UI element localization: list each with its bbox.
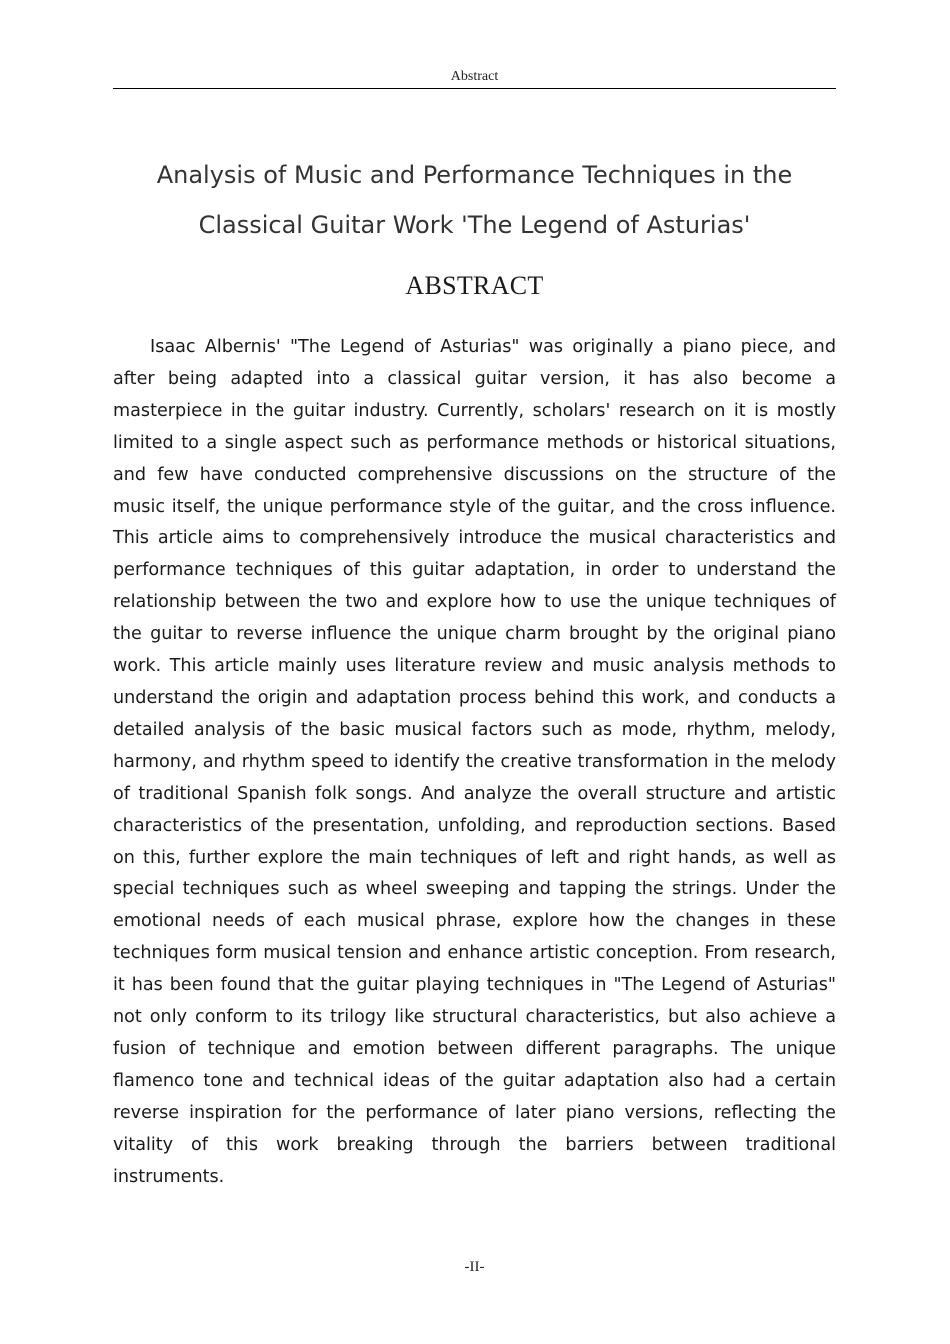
thesis-title-line-2: Classical Guitar Work 'The Legend of Asturias'	[198, 211, 751, 239]
header-rule	[113, 88, 836, 89]
thesis-title	[113, 150, 836, 250]
running-header: Abstract	[450, 69, 499, 84]
thesis-title-line-1: Analysis of Music and Performance Techniques in the	[156, 161, 793, 189]
abstract-paragraph: Isaac Albernis' "The Legend of Asturias" was originally a piano piece, and after being adapted into a classical guitar version, it has also become a masterpiece in the guitar industry. Currently, scholars' research on it is mostly limited to a single aspect such as performance methods or historical situations, and few have conducted comprehensive discussions on the structure of the music itself, the unique performance style of the guitar, and the cross influence. This article aims to comprehensively introduce the musical characteristics and performance techniques of this guitar adaptation, in order to understand the relationship between the two and explore how to use the unique techniques of the guitar to reverse influence the unique charm brought by the original piano work. This article mainly uses literature review and music analysis methods to understand the origin and adaptation process behind this work, and conducts a detailed analysis of the basic musical factors such as mode, rhythm, melody, harmony, and rhythm speed to identify the creative transformation in the melody of traditional Spanish folk songs. And analyze the overall structure and artistic characteristics of the presentation, unfolding, and reproduction sections. Based on this, further explore the main techniques of left and right hands, as well as special techniques such as wheel sweeping and tapping the strings. Under the emotional needs of each musical phrase, explore how the changes in these techniques form musical tension and enhance artistic conception. From research, it has been found that the guitar playing techniques in "The Legend of Asturias" not only conform to its trilogy like structural characteristics, but also achieve a fusion of technique and emotion between different paragraphs. The unique flamenco tone and technical ideas of the guitar adaptation also had a certain reverse inspiration for the performance of later piano versions, reflecting the vitality of this work breaking through the barriers between traditional instruments.	[113, 337, 836, 1187]
abstract-heading: ABSTRACT	[405, 271, 544, 300]
page-number: -II-	[464, 1259, 485, 1275]
